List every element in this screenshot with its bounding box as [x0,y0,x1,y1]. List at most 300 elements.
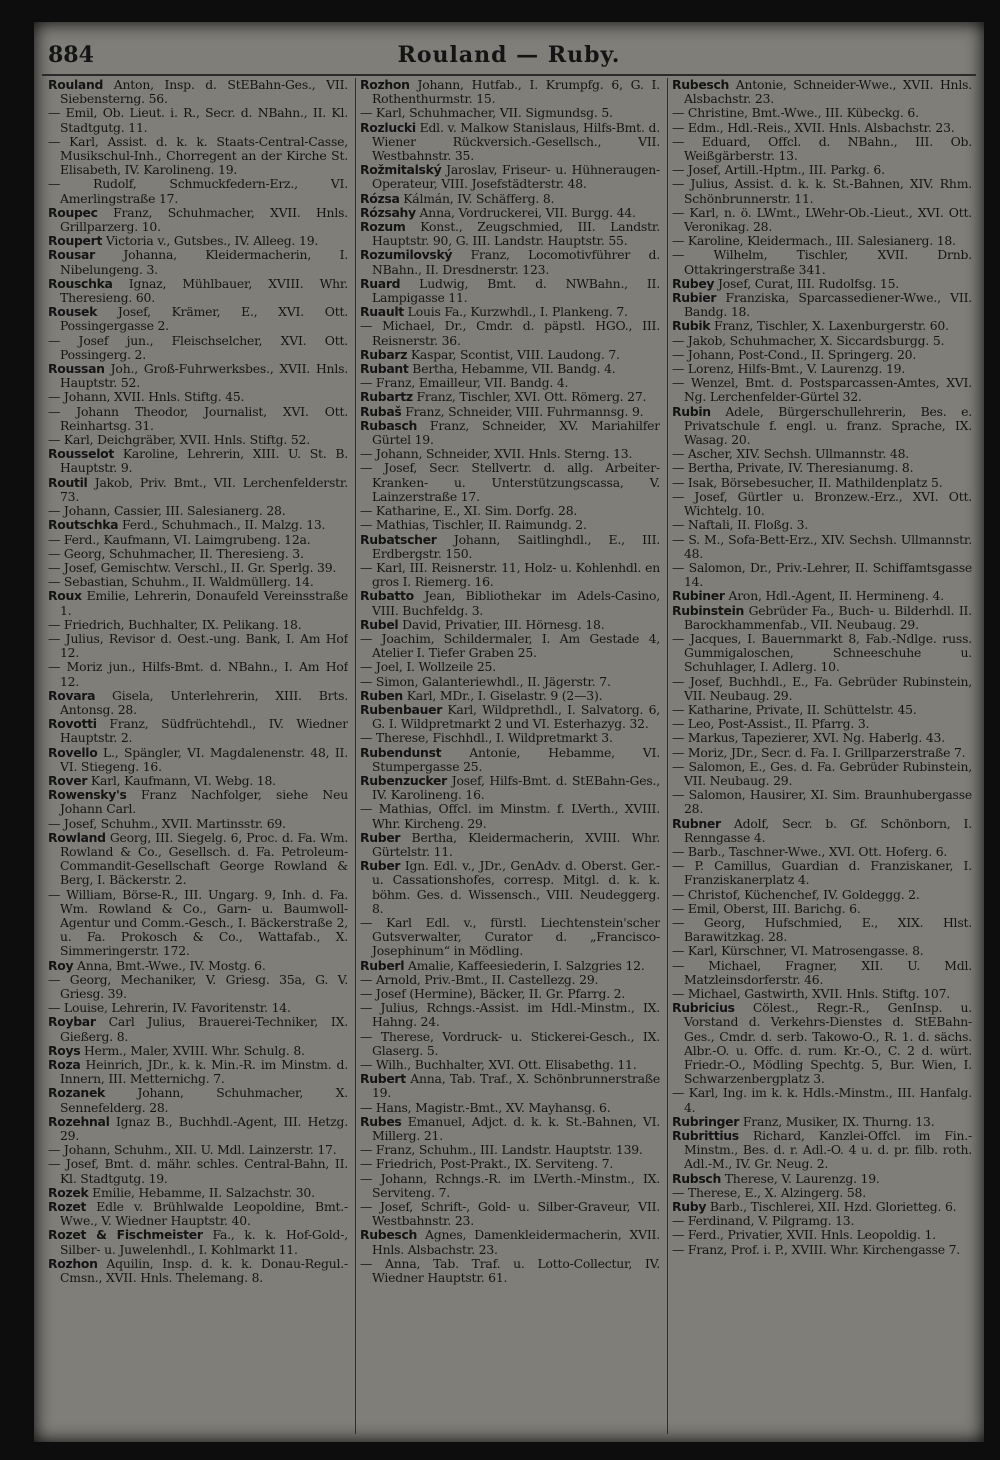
entry-surname: Ruault [360,304,404,320]
directory-entry [360,731,660,745]
entry-text: Carl Julius, Brauerei-Techniker, IX. Gießerg. 8. [60,1014,348,1044]
entry-text: — Lorenz, Hilfs-Bmt., V. Laurenzg. 19. [672,361,906,377]
entry-surname: Rubes [360,1113,402,1129]
entry-text: — Katharine, Private, II. Schüttelstr. 45. [672,701,917,717]
entry-surname: Ruber [360,829,401,845]
directory-entry [360,376,660,390]
entry-text: Anna, Tab. Traf., X. Schönbrunnerstraße 19. [372,1071,660,1101]
entry-text: — Barb., Taschner-Wwe., XVI. Ott. Hoferg. 6. [672,843,948,859]
directory-entry [48,234,348,248]
entry-surname: Rózsa [360,190,400,206]
entry-surname: Roux [48,588,82,604]
entry-text: — Johann, Schuhm., XII. U. Mdl. Lainzerstr. 17. [48,1142,337,1158]
entry-text: Bertha, Kleidermacherin, XVIII. Whr. Gürtelstr. 11. [372,829,660,859]
directory-entry [672,362,972,376]
entry-surname: Rožmitalský [360,162,442,178]
directory-entry [360,504,660,518]
entry-surname: Rubenbauer [360,701,443,717]
entry-text: — Louise, Lehrerin, IV. Favoritenstr. 14. [48,1000,291,1016]
entry-surname: Rowland [48,829,106,845]
entry-surname: Roupert [48,233,103,249]
entry-text: Jaroslav, Friseur- u. Hühneraugen-Operateur, VIII. Josefstädterstr. 48. [372,162,660,192]
entry-text: — Karl, Assist. d. k. k. Staats-Central-Casse, Musikschul-Inh., Chorregent an der Kirche St. Elisabeth, IV. Karolineng. 19. [48,133,348,178]
entry-text: — Josef, Artill.-Hptm., III. Parkg. 6. [672,162,885,178]
entry-text: Ignaz B., Buchhdl.-Agent, III. Hetzg. 29. [60,1113,348,1144]
entry-surname: Rubin [672,403,711,419]
entry-text: — Josef jun., Fleischselcher, XVI. Ott. Possingerg. 2. [48,332,348,362]
directory-entry [672,760,972,788]
entry-text: Johann, Hutfab., I. Krumpfg. 6, G. I. Rothenthurmstr. 15. [372,78,660,107]
entry-surname: Rozet & Fischmeister [48,1227,203,1243]
directory-entry [48,817,348,831]
entry-surname: Rubesch [672,78,730,92]
entry-text: — Markus, Tapezierer, XVI. Ng. Haberlg. 43. [672,730,945,746]
entry-surname: Ruard [360,275,401,291]
directory-entry [672,788,972,816]
entry-text: — Wilhelm, Tischler, XVII. Drnb. Ottakringerstraße 341. [672,247,972,277]
directory-entry [48,504,348,518]
directory-entry [360,1157,660,1171]
entry-text: — Johann, XVII. Hnls. Stiftg. 45. [48,389,245,405]
entry-text: Franz, Tischler, X. Laxenburgerstr. 60. [710,318,949,334]
directory-entry [672,944,972,958]
entry-text: — P. Camillus, Guardian d. Franziskaner, I. Franziskanerplatz 4. [672,858,972,888]
entry-text: — Michael, Fragner, XII. U. Mdl. Matzleinsdorferstr. 46. [672,957,972,987]
entry-text: Bertha, Hebamme, VII. Bandg. 4. [408,361,616,377]
directory-entry [360,533,660,561]
directory-entry [672,1172,972,1186]
entry-text: — Jacques, I. Bauernmarkt 8, Fab.-Ndlge. russ. Gummigaloschen, Schneeschuhe u. Schuhlager, I. Adlerg. 10. [672,630,972,675]
entry-text: — Karl, III. Reisnerstr. 11, Holz- u. Kohlenhdl. en gros I. Riemerg. 16. [360,559,660,590]
directory-entry [360,561,660,589]
entry-text: Joh., Groß-Fuhrwerksbes., XVII. Hnls. Hauptstr. 52. [60,361,348,391]
entry-text: — Emil, Oberst, III. Barichg. 6. [672,900,861,916]
entry-text: Emilie, Lehrerin, Donaufeld Vereinsstraße 1. [60,588,348,618]
entry-text: — Isak, Börsebesucher, II. Mathildenplatz 5. [672,474,943,490]
directory-entry [672,632,972,675]
entry-surname: Rouschka [48,275,113,291]
directory-entry [360,589,660,617]
directory-entry [672,177,972,205]
directory-page [34,22,984,1442]
directory-entry [48,305,348,333]
directory-entry [672,163,972,177]
entry-text: — Moriz jun., Hilfs-Bmt. d. NBahn., I. Am Hof 12. [48,659,348,689]
directory-entry [360,987,660,1001]
directory-entry [672,902,972,916]
entry-text: Heinrich, JDr., k. k. Min.-R. im Minstm. d. Innern, III. Metternichg. 7. [60,1057,348,1087]
directory-entry [360,1072,660,1100]
entry-text: Antonie, Schneider-Wwe., XVII. Hnls. Alsbachstr. 23. [684,78,972,107]
directory-entry [48,618,348,632]
entry-text: — Franz, Emailleur, VII. Bandg. 4. [360,375,569,391]
entries-columns [42,78,976,1434]
entry-text: Victoria v., Gutsbes., IV. Alleeg. 19. [102,233,319,249]
directory-entry [48,248,348,276]
directory-entry [672,859,972,887]
entry-text: Johann, Schuhmacher, X. Sennefelderg. 28. [60,1085,348,1115]
entry-text: — Karl, Ing. im k. k. Hdls.-Minstm., III. Hanfalg. 4. [672,1085,972,1115]
entry-text: Emanuel, Adjct. d. k. k. St.-Bahnen, VI. Millerg. 21. [372,1113,660,1144]
directory-entry [672,518,972,532]
entry-surname: Rubier [672,290,717,306]
entry-text: Franz, Schneider, XV. Mariahilfer Gürtel 19. [372,417,660,448]
directory-entry [360,461,660,504]
directory-entry [48,632,348,660]
directory-entry [672,1115,972,1129]
directory-entry [48,973,348,1001]
directory-entry [672,604,972,632]
entry-text: — Hans, Magistr.-Bmt., XV. Mayhansg. 6. [360,1099,611,1115]
entry-text: Gisela, Unterlehrerin, XIII. Brts. Antonsg. 28. [60,687,348,717]
entry-surname: Rowensky's [48,787,127,803]
entry-text: Fa., k. k. Hof-Gold-, Silber- u. Juwelenhdl., I. Kohlmarkt 11. [60,1227,348,1257]
directory-entry [672,746,972,760]
entry-text: — Arnold, Priv.-Bmt., II. Castellezg. 29. [360,971,599,987]
directory-entry [360,703,660,731]
entry-text: Karl, Kaufmann, VI. Webg. 18. [87,772,276,788]
directory-entry [672,291,972,319]
directory-entry [48,518,348,532]
directory-entry [360,660,660,674]
entry-text: Adolf, Secr. b. Gf. Schönborn, I. Renngasse 4. [684,815,972,845]
entry-text: Franz, Südfrüchtehdl., IV. Wiedner Hauptstr. 2. [60,716,348,746]
directory-entry [672,206,972,234]
directory-entry [360,1001,660,1029]
entry-surname: Rozhon [48,1255,98,1271]
entry-text: — Franz, Schuhm., III. Landstr. Hauptstr. 139. [360,1142,643,1158]
directory-entry [672,248,972,276]
entry-text: Jakob, Priv. Bmt., VII. Lerchenfelderstr. 73. [60,474,348,504]
directory-entry [360,277,660,305]
directory-entry [360,1115,660,1143]
entry-text: — Julius, Assist. d. k. k. St.-Bahnen, XIV. Rhm. Schönbrunnerstr. 11. [672,176,972,206]
directory-entry [360,220,660,248]
entry-surname: Rozhon [360,78,410,92]
entry-text: Aquilin, Insp. d. k. k. Donau-Regul.-Cmsn., XVII. Hnls. Thelemang. 8. [60,1255,348,1286]
entry-text: Franz, Tischler, XVI. Ott. Römerg. 27. [412,389,647,405]
directory-entry [672,348,972,362]
directory-entry [48,433,348,447]
entry-surname: Roussan [48,361,105,377]
entry-surname: Rubartz [360,389,413,405]
directory-entry [48,106,348,134]
entry-surname: Rubesch [360,1227,418,1243]
entry-text: — Salomon, Hausirer, XI. Sim. Braunhubergasse 28. [672,787,972,817]
entry-surname: Roupec [48,204,98,220]
directory-entry [672,675,972,703]
directory-entry [672,78,972,106]
directory-entry [360,1143,660,1157]
entry-surname: Rozehnal [48,1113,110,1129]
directory-entry [672,916,972,944]
entry-text: Louis Fa., Kurzwhdl., I. Plankeng. 7. [403,304,628,320]
entry-text: — Josef (Hermine), Bäcker, II. Gr. Pfarrg. 2. [360,986,626,1001]
entry-text: — Josef, Gürtler u. Bronzew.-Erz., XVI. Ott. Wichtelg. 10. [672,488,972,519]
column-middle [360,78,660,1434]
directory-entry [672,121,972,135]
directory-entry [672,334,972,348]
entry-text: — Eduard, Offcl. d. NBahn., III. Ob. Weißgärberstr. 13. [672,133,972,164]
entry-surname: Rubant [360,361,409,377]
directory-entry [48,774,348,788]
directory-entry [360,518,660,532]
entry-text: Franz, Musiker, IX. Thurng. 13. [739,1113,935,1129]
entry-text: Karl, MDr., I. Giselastr. 9 (2—3). [402,687,603,703]
directory-entry [48,660,348,688]
directory-entry [48,547,348,561]
header-rule [42,74,976,76]
entry-text: Josef, Hilfs-Bmt. d. StEBahn-Ges., IV. Karolineng. 16. [372,772,660,803]
entry-text: Emilie, Hebamme, II. Salzachstr. 30. [88,1184,315,1200]
directory-entry [360,390,660,404]
directory-entry [672,447,972,461]
directory-entry [48,476,348,504]
entry-surname: Rouland [48,78,104,92]
directory-entry [672,731,972,745]
directory-entry [360,163,660,191]
entry-text: Ignaz, Mühlbauer, XVIII. Whr. Theresieng. 60. [60,275,348,306]
entry-surname: Rubrittius [672,1128,739,1144]
directory-entry [672,1086,972,1114]
entry-text: Franz, Locomotivführer d. NBahn., II. Dresdnerstr. 123. [372,247,660,277]
entry-text: — Josef, Schrift-, Gold- u. Silber-Graveur, VII. Westbahnstr. 23. [360,1199,660,1229]
directory-entry [48,1228,348,1256]
entry-text: — Georg, Hufschmied, E., XIX. Hlst. Barawitzkag. 28. [672,914,972,945]
directory-entry [672,1214,972,1228]
entry-text: Aron, Hdl.-Agent, II. Hermineng. 4. [724,588,944,604]
directory-entry [672,461,972,475]
entry-text: — Ascher, XIV. Sechsh. Ullmannstr. 48. [672,446,910,462]
directory-entry [672,234,972,248]
directory-entry [672,1186,972,1200]
entry-text: Anna, Bmt.-Wwe., IV. Mostg. 6. [73,957,266,973]
entry-text: Franz, Schuhmacher, XVII. Hnls. Grillparzerg. 10. [60,204,348,235]
directory-entry [360,1058,660,1072]
directory-entry [48,561,348,575]
entry-text: — Leo, Post-Assist., II. Pfarrg. 3. [672,716,870,732]
entry-text: — Johann, Cassier, III. Salesianerg. 28. [48,503,286,519]
directory-entry [48,689,348,717]
entry-surname: Rozet [48,1199,87,1215]
entry-text: Kálmán, IV. Schäfferg. 8. [399,190,555,206]
entry-text: — Jakob, Schuhmacher, X. Siccardsburgg. 5. [672,332,945,348]
entry-text: — Naftali, II. Floßg. 3. [672,517,809,533]
entry-surname: Rubik [672,318,711,334]
entry-surname: Roza [48,1057,81,1073]
entry-text: Cölest., Regr.-R., GenInsp. u. Vorstand d. Verkehrs-Dienstes d. StEBahn-Ges., Cmdr. d. serb. Takowo-O., R. 1. d. sächs. Albr.-O. u. Offc. d. rum. Kr.-O., C. 2 d. würt. Friedr.-O., Mödling Spechtg. 5, Bur. Wien, I. Schwarzenbergplatz 3. [684,1000,972,1087]
entry-text: — Karl Edl. v., fürstl. Liechtenstein'scher Gutsverwalter, Curator d. „Francisco-Josephinum“ in Mödling. [360,914,660,959]
directory-entry [48,78,348,106]
entry-text: — Johann, Schneider, XVII. Hnls. Sterng. 13. [360,446,633,462]
entry-text: — Katharine, E., XI. Sim. Dorfg. 28. [360,503,578,519]
directory-entry [672,589,972,603]
entry-text: Agnes, Damenkleidermacherin, XVII. Hnls. Alsbachstr. 23. [372,1227,660,1257]
entry-surname: Rubiner [672,588,725,604]
directory-entry [672,717,972,731]
entry-surname: Ruber [360,858,401,874]
entry-text: Adele, Bürgerschullehrerin, Bes. e. Privatschule f. engl. u. franz. Sprache, IX. Wasag. 20. [684,403,972,448]
directory-entry [360,419,660,447]
entry-text: Ign. Edl. v., JDr., GenAdv. d. Oberst. Ger.- u. Cassationshofes, corresp. Mitgl. d. k. k. böhm. Ges. d. Wissensch., VIII. Neudeggerg. 8. [372,858,660,916]
entry-text: — Josef, Secr. Stellvertr. d. allg. Arbeiter-Kranken- u. Unterstützungscassa, V. Lainzerstraße 17. [360,460,660,504]
entry-text: Antonie, Hebamme, VI. Stumpergasse 25. [372,744,660,774]
entry-text: — Michael, Dr., Cmdr. d. päpstl. HGO., III. Reisnerstr. 36. [360,318,660,348]
entry-surname: Rozum [360,219,406,235]
directory-entry [360,618,660,632]
entry-surname: Roy [48,957,74,973]
entry-text: — Karl, Deichgräber, XVII. Hnls. Stiftg. 52. [48,432,310,448]
directory-entry [360,916,660,959]
entry-surname: Rozumilovský [360,247,453,263]
entry-surname: Rovotti [48,716,97,732]
entry-text: L., Spängler, VI. Magdalenenstr. 48, II. VI. Stiegeng. 16. [60,744,348,774]
directory-entry [360,1101,660,1115]
directory-entry [672,888,972,902]
column-divider [667,78,668,1434]
entry-text: Edle v. Brühlwalde Leopoldine, Bmt.-Wwe., V. Wiedner Hauptstr. 40. [60,1199,348,1229]
directory-entry [672,1200,972,1214]
directory-entry [360,319,660,347]
entry-text: — Rudolf, Schmuckfedern-Erz., VI. Amerlingstraße 17. [48,176,348,206]
entry-text: Kaspar, Scontist, VIII. Laudong. 7. [407,346,620,362]
entry-text: — Josef, Gemischtw. Verschl., II. Gr. Sperlg. 39. [48,559,337,575]
entry-text: — Christine, Bmt.-Wwe., III. Kübeckg. 6. [672,105,919,121]
page-number: 884 [48,42,94,68]
entry-surname: Rubarz [360,346,408,362]
directory-entry [48,405,348,433]
directory-entry [48,177,348,205]
entry-text: — Sebastian, Schuhm., II. Waldmüllerg. 14. [48,574,314,590]
directory-entry [360,689,660,703]
entry-surname: Rover [48,772,88,788]
directory-entry [48,831,348,888]
entry-text: — Emil, Ob. Lieut. i. R., Secr. d. NBahn., II. Kl. Stadtgutg. 11. [48,105,348,135]
directory-entry [672,1228,972,1242]
directory-entry [672,1001,972,1086]
entry-text: — Salomon, E., Ges. d. Fa. Gebrüder Rubinstein, VII. Neubaug. 29. [672,758,972,788]
directory-entry [672,703,972,717]
entry-surname: Ruby [672,1199,707,1215]
entry-text: Anna, Vordruckerei, VII. Burgg. 44. [415,204,636,220]
entry-surname: Rubel [360,616,399,632]
directory-entry [48,1058,348,1086]
directory-entry [48,277,348,305]
entry-text: Ludwig, Bmt. d. NWBahn., II. Lampigasse 11. [372,275,660,306]
running-title: Rouland — Ruby. [397,42,621,68]
entry-text: Jean, Bibliothekar im Adels-Casino, VIII. Buchfeldg. 3. [372,588,660,618]
entry-surname: Rousselot [48,446,115,462]
entry-surname: Roybar [48,1014,96,1030]
directory-entry [360,348,660,362]
directory-entry [48,1086,348,1114]
entry-text: — Karl, Kürschner, VI. Matrosengasse. 8. [672,943,924,959]
entry-surname: Rubey [672,275,715,291]
entry-text: — Joachim, Schildermaler, I. Am Gestade 4, Atelier I. Tiefer Graben 25. [360,630,660,661]
entry-surname: Rousar [48,247,95,263]
directory-entry [48,717,348,745]
entry-text: Herm., Maler, XVIII. Whr. Schulg. 8. [80,1042,305,1058]
directory-entry [360,632,660,660]
entry-text: — Johann, Rchngs.-R. im LVerth.-Minstm., IX. Serviteng. 7. [360,1170,660,1200]
directory-entry [360,973,660,987]
directory-entry [48,1257,348,1285]
directory-entry [672,405,972,448]
entry-text: — Karoline, Kleidermach., III. Salesianerg. 18. [672,233,956,249]
entry-surname: Rovara [48,687,96,703]
directory-entry [48,533,348,547]
directory-entry [672,490,972,518]
directory-entry [48,1044,348,1058]
column-divider [355,78,356,1434]
directory-entry [672,1243,972,1257]
entry-text: — Salomon, Dr., Priv.-Lehrer, II. Schiffamtsgasse 14. [672,559,972,590]
directory-entry [672,277,972,291]
entry-surname: Routschka [48,517,119,533]
directory-entry [48,390,348,404]
entry-text: — Julius, Revisor d. Oest.-ung. Bank, I. Am Hof 12. [48,630,348,661]
entry-surname: Rubenzucker [360,772,447,788]
directory-entry [48,959,348,973]
directory-entry [48,1015,348,1043]
entry-surname: Rozek [48,1184,89,1200]
directory-entry [48,1157,348,1185]
directory-entry [672,845,972,859]
directory-entry [48,575,348,589]
entry-text: — Mathias, Offcl. im Minstm. f. LVerth., XVIII. Whr. Kircheng. 29. [360,801,660,831]
directory-entry [48,447,348,475]
directory-entry [360,106,660,120]
entry-text: Josef, Curat, III. Rudolfsg. 15. [714,275,900,291]
entry-text: — Therese, Vordruck- u. Stickerei-Gesch., IX. Glaserg. 5. [360,1028,660,1058]
entry-surname: Rubatto [360,588,414,604]
entry-text: — Julius, Rchngs.-Assist. im Hdl.-Minstm., IX. Hahng. 24. [360,1000,660,1030]
directory-entry [48,788,348,816]
entry-surname: Rózsahy [360,204,416,220]
directory-entry [48,1143,348,1157]
entry-text: Franz, Schneider, VIII. Fuhrmannsg. 9. [401,403,644,419]
directory-entry [360,1030,660,1058]
directory-entry [360,78,660,106]
directory-entry [360,859,660,916]
directory-entry [672,817,972,845]
entry-text: Karl, Wildprethdl., I. Salvatorg. 6, G. I. Wildpretmarkt 2 und VI. Esterhazyg. 32. [372,701,660,732]
entry-text: Karoline, Lehrerin, XIII. U. St. B. Hauptstr. 9. [60,446,348,476]
directory-entry [48,746,348,774]
directory-entry [360,746,660,774]
entry-text: Therese, V. Laurenzg. 19. [720,1170,880,1186]
entry-surname: Ruberl [360,957,405,973]
directory-entry [48,362,348,390]
entry-surname: Rubsch [672,1170,721,1186]
entry-surname: Rozlucki [360,119,416,135]
directory-entry [48,1001,348,1015]
directory-entry [360,774,660,802]
entry-text: — Simon, Galanteriewhdl., II. Jägerstr. 7. [360,673,611,689]
entry-surname: Rubner [672,815,721,831]
entry-text: — Ferd., Kaufmann, VI. Laimgrubeng. 12a. [48,531,311,547]
directory-entry [672,987,972,1001]
entry-text: — Josef, Buchhdl., E., Fa. Gebrüder Rubinstein, VII. Neubaug. 29. [672,673,972,703]
directory-entry [48,1186,348,1200]
entry-surname: Rubinstein [672,602,745,618]
directory-entry [360,206,660,220]
entry-text: — Wilh., Buchhalter, XVI. Ott. Elisabethg. 11. [360,1057,637,1073]
entry-surname: Rubasch [360,417,418,433]
entry-surname: Rousek [48,304,98,320]
entry-text: — Johann Theodor, Journalist, XVI. Ott. Reinhartsg. 31. [48,403,348,433]
entry-text: David, Privatier, III. Hörnesg. 18. [398,616,605,632]
